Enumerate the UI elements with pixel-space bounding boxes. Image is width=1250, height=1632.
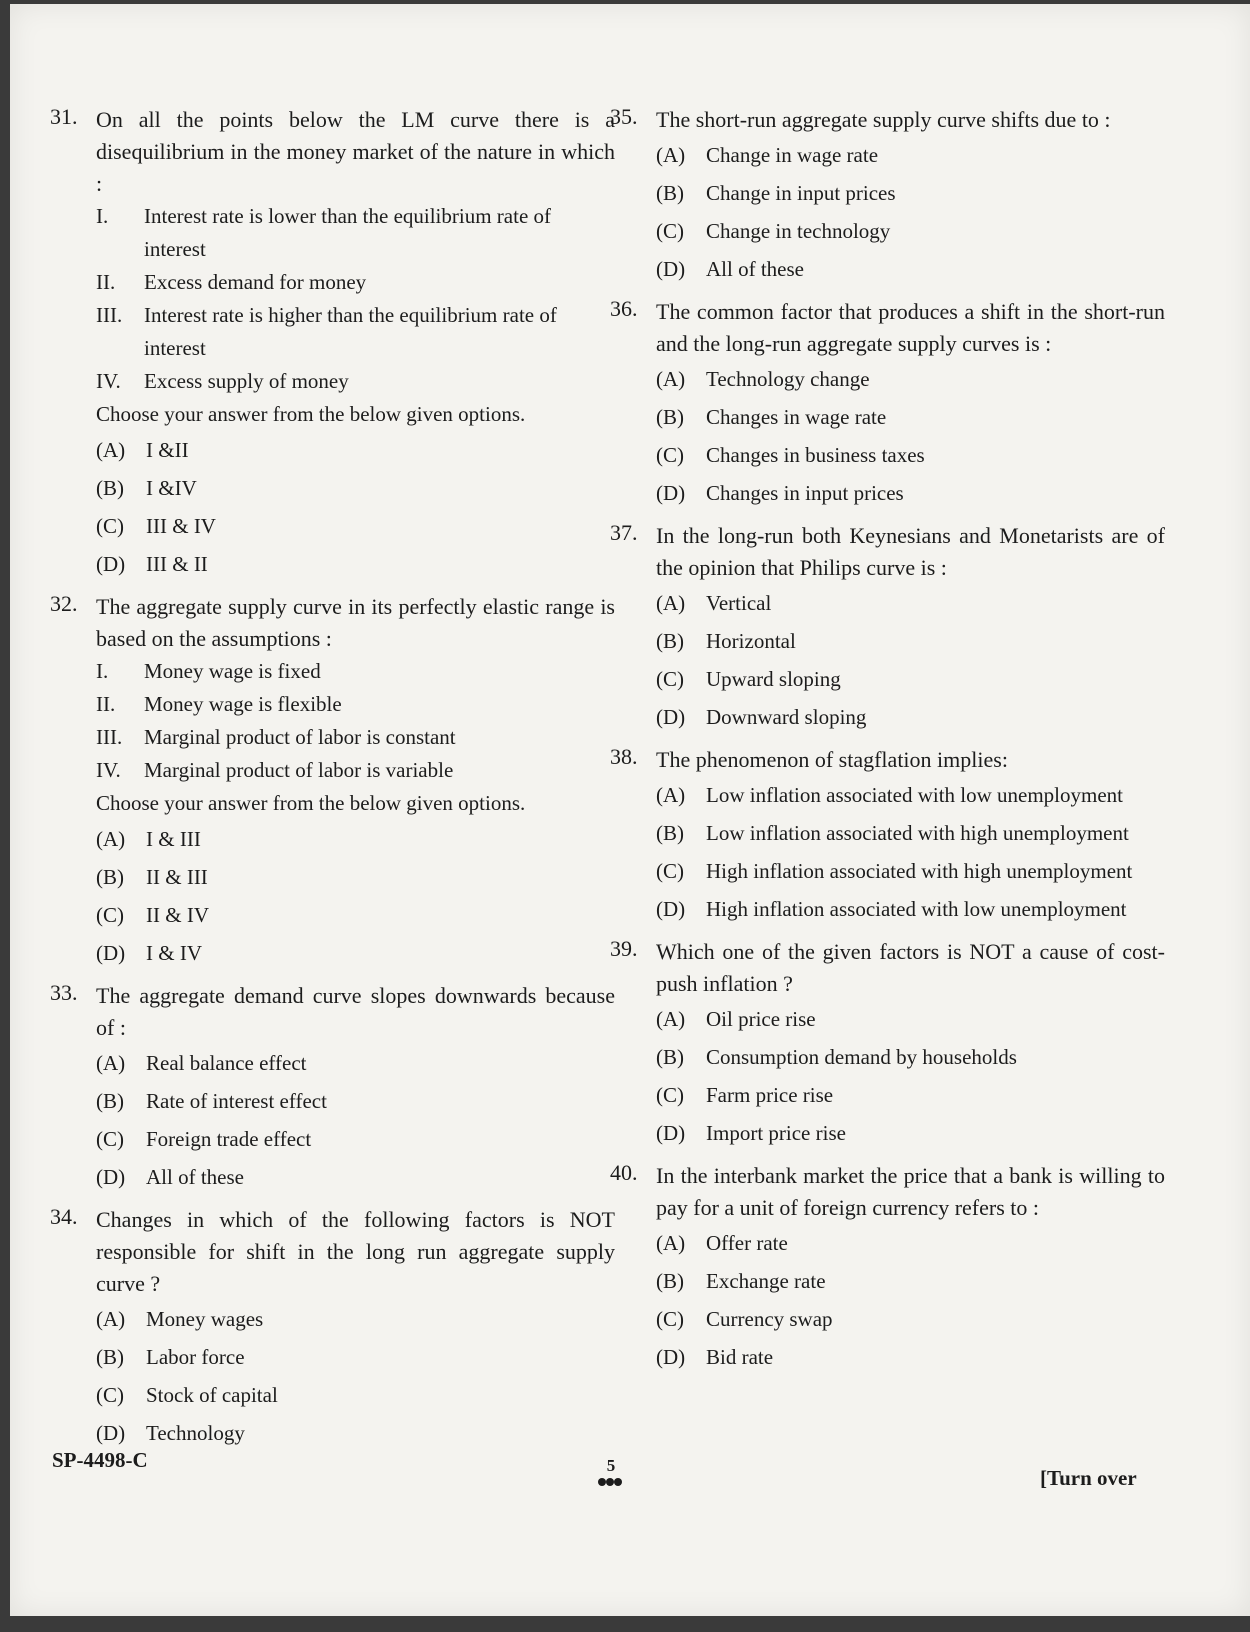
turn-over-note: [Turn over: [1040, 1466, 1137, 1490]
answer-option: [656, 660, 1165, 698]
answer-option: [96, 507, 615, 545]
question-40: [610, 1160, 1165, 1376]
statement-id: I.: [96, 204, 109, 228]
option-letter: (A): [96, 827, 126, 851]
option-letter: (A): [96, 1051, 126, 1075]
answer-option: [656, 1224, 1165, 1262]
option-text: All of these: [146, 1165, 244, 1189]
question-text: In the long-run both Keynesians and Monetarists are of the opinion that Philips curve is :: [656, 523, 1165, 580]
option-letter: (A): [656, 1007, 686, 1031]
option-letter: (C): [656, 219, 684, 243]
question-text: Which one of the given factors is NOT a cause of cost-push inflation ?: [656, 939, 1165, 996]
question-number: 34.: [50, 1204, 78, 1229]
option-text: Foreign trade effect: [146, 1127, 312, 1151]
answer-option: [656, 1000, 1165, 1038]
page-ornament-icon: [590, 1476, 630, 1488]
answer-option: [656, 436, 1165, 474]
option-text: I &II: [146, 438, 189, 462]
answer-option: [656, 890, 1165, 928]
option-text: Consumption demand by households: [706, 1045, 1017, 1069]
left-column: [50, 104, 615, 1460]
option-text: I & IV: [146, 941, 202, 965]
statement-text: Interest rate is higher than the equilibrium rate of interest: [144, 303, 557, 360]
question-text: In the interbank market the price that a bank is willing to pay for a unit of foreign currency refers to :: [656, 1163, 1165, 1220]
option-text: I &IV: [146, 476, 197, 500]
answer-option: [656, 698, 1165, 736]
question-32: [50, 591, 615, 972]
option-text: Horizontal: [706, 629, 796, 653]
question-text: The aggregate supply curve in its perfectly elastic range is based on the assumptions :: [96, 594, 615, 651]
answer-option: [96, 820, 615, 858]
option-letter: (C): [96, 1383, 124, 1407]
option-letter: (A): [96, 438, 126, 462]
option-text: Oil price rise: [706, 1007, 816, 1031]
statement-text: Excess demand for money: [144, 270, 367, 294]
answer-option: [96, 469, 615, 507]
option-text: Farm price rise: [706, 1083, 834, 1107]
statement-text: Money wage is fixed: [144, 659, 321, 683]
option-text: Upward sloping: [706, 667, 841, 691]
right-column: [610, 104, 1165, 1384]
option-letter: (B): [96, 1089, 124, 1113]
option-letter: (D): [96, 552, 126, 576]
statement-text: Marginal product of labor is variable: [144, 758, 454, 782]
answer-option: [656, 1262, 1165, 1300]
answer-option: [656, 250, 1165, 288]
statement-item: [96, 200, 615, 266]
statement-item: [96, 754, 615, 787]
answer-option: [96, 1300, 615, 1338]
question-text: The phenomenon of stagflation implies:: [656, 747, 1008, 772]
option-text: Labor force: [146, 1345, 245, 1369]
statement-id: IV.: [96, 758, 121, 782]
option-letter: (A): [656, 591, 686, 615]
statement-item: [96, 299, 615, 365]
option-text: III & IV: [146, 514, 216, 538]
option-letter: (A): [656, 143, 686, 167]
option-letter: (B): [656, 821, 684, 845]
option-text: II & IV: [146, 903, 209, 927]
answer-option: [96, 1376, 615, 1414]
option-letter: (D): [656, 1121, 686, 1145]
statement-item: [96, 688, 615, 721]
answer-option: [656, 622, 1165, 660]
statement-id: II.: [96, 692, 116, 716]
option-letter: (C): [96, 903, 124, 927]
answer-option: [96, 896, 615, 934]
question-number: 37.: [610, 520, 638, 545]
option-text: II & III: [146, 865, 208, 889]
paper-code: SP-4498-C: [52, 1448, 148, 1472]
option-letter: (D): [656, 1345, 686, 1369]
option-letter: (A): [656, 367, 686, 391]
page-number: 5: [606, 1456, 616, 1475]
option-text: Exchange rate: [706, 1269, 826, 1293]
option-text: III & II: [146, 552, 208, 576]
answer-option: [96, 1414, 615, 1452]
option-text: Stock of capital: [146, 1383, 278, 1407]
choose-instruction: Choose your answer from the below given options.: [96, 791, 526, 815]
option-letter: (A): [656, 1231, 686, 1255]
statement-text: Interest rate is lower than the equilibrium rate of interest: [144, 204, 552, 261]
option-text: Downward sloping: [706, 705, 867, 729]
option-letter: (C): [96, 1127, 124, 1151]
option-text: Real balance effect: [146, 1051, 307, 1075]
question-33: [50, 980, 615, 1196]
scan-edge: [0, 1616, 1250, 1632]
option-letter: (C): [656, 1083, 684, 1107]
option-letter: (B): [96, 476, 124, 500]
statement-text: Money wage is flexible: [144, 692, 342, 716]
question-38: [610, 744, 1165, 928]
answer-option: [96, 1338, 615, 1376]
question-39: [610, 936, 1165, 1152]
option-letter: (C): [656, 1307, 684, 1331]
answer-option: [656, 212, 1165, 250]
option-letter: (B): [656, 405, 684, 429]
statement-item: [96, 655, 615, 688]
option-letter: (A): [656, 783, 686, 807]
statement-text: Marginal product of labor is constant: [144, 725, 456, 749]
answer-option: [96, 1082, 615, 1120]
question-text: The common factor that produces a shift in the short-run and the long-run aggregate supply curves is :: [656, 299, 1165, 356]
option-letter: (C): [656, 443, 684, 467]
statement-item: [96, 721, 615, 754]
option-letter: (C): [656, 667, 684, 691]
option-text: Rate of interest effect: [146, 1089, 327, 1113]
exam-page: [10, 4, 1250, 1616]
option-letter: (B): [656, 1269, 684, 1293]
answer-option: [656, 1300, 1165, 1338]
option-text: Technology: [146, 1421, 245, 1445]
statement-id: III.: [96, 725, 123, 749]
option-text: Changes in business taxes: [706, 443, 925, 467]
question-37: [610, 520, 1165, 736]
option-letter: (D): [96, 1165, 126, 1189]
option-letter: (D): [96, 1421, 126, 1445]
question-36: [610, 296, 1165, 512]
answer-option: [656, 814, 1165, 852]
question-text: On all the points below the LM curve there is a disequilibrium in the money market of the nature in which :: [96, 107, 615, 196]
question-number: 35.: [610, 104, 638, 129]
question-number: 32.: [50, 591, 78, 616]
option-text: Vertical: [706, 591, 772, 615]
answer-option: [96, 1158, 615, 1196]
option-text: Change in input prices: [706, 181, 896, 205]
option-text: Technology change: [706, 367, 870, 391]
option-letter: (B): [656, 1045, 684, 1069]
answer-option: [656, 1114, 1165, 1152]
answer-option: [656, 1038, 1165, 1076]
answer-option: [656, 776, 1165, 814]
option-text: Changes in input prices: [706, 481, 904, 505]
option-text: All of these: [706, 257, 804, 281]
option-text: Currency swap: [706, 1307, 833, 1331]
option-text: Import price rise: [706, 1121, 846, 1145]
question-number: 33.: [50, 980, 78, 1005]
answer-option: [96, 431, 615, 469]
question-31: [50, 104, 615, 583]
answer-option: [656, 584, 1165, 622]
question-34: [50, 1204, 615, 1452]
answer-option: [656, 474, 1165, 512]
answer-option: [656, 360, 1165, 398]
answer-option: [656, 852, 1165, 890]
statement-text: Excess supply of money: [144, 369, 349, 393]
option-letter: (C): [656, 859, 684, 883]
answer-option: [96, 934, 615, 972]
question-number: 38.: [610, 744, 638, 769]
answer-option: [96, 1044, 615, 1082]
question-number: 40.: [610, 1160, 638, 1185]
question-text: Changes in which of the following factors is NOT responsible for shift in the long run aggregate supply curve ?: [96, 1207, 615, 1296]
statement-id: III.: [96, 303, 123, 327]
question-number: 36.: [610, 296, 638, 321]
option-text: Low inflation associated with high unemployment: [706, 821, 1129, 845]
option-letter: (D): [96, 941, 126, 965]
option-text: I & III: [146, 827, 201, 851]
answer-option: [96, 545, 615, 583]
option-text: High inflation associated with high unemployment: [706, 859, 1133, 883]
option-text: Change in wage rate: [706, 143, 879, 167]
question-number: 39.: [610, 936, 638, 961]
choose-instruction: Choose your answer from the below given options.: [96, 402, 526, 426]
option-text: Change in technology: [706, 219, 891, 243]
question-35: [610, 104, 1165, 288]
statement-id: I.: [96, 659, 109, 683]
option-letter: (B): [656, 629, 684, 653]
option-text: Changes in wage rate: [706, 405, 887, 429]
option-text: Bid rate: [706, 1345, 774, 1369]
answer-option: [656, 398, 1165, 436]
answer-option: [656, 174, 1165, 212]
statement-id: II.: [96, 270, 116, 294]
statement-item: [96, 365, 615, 398]
option-letter: (B): [656, 181, 684, 205]
option-letter: (C): [96, 514, 124, 538]
question-number: 31.: [50, 104, 78, 129]
option-letter: (D): [656, 897, 686, 921]
option-letter: (A): [96, 1307, 126, 1331]
answer-option: [656, 1076, 1165, 1114]
option-letter: (D): [656, 257, 686, 281]
option-letter: (D): [656, 481, 686, 505]
option-text: High inflation associated with low unemployment: [706, 897, 1127, 921]
statement-id: IV.: [96, 369, 121, 393]
option-letter: (B): [96, 1345, 124, 1369]
statement-item: [96, 266, 615, 299]
answer-option: [96, 1120, 615, 1158]
option-text: Low inflation associated with low unemployment: [706, 783, 1124, 807]
answer-option: [96, 858, 615, 896]
question-text: The short-run aggregate supply curve shifts due to :: [656, 107, 1111, 132]
option-text: Money wages: [146, 1307, 264, 1331]
answer-option: [656, 136, 1165, 174]
option-text: Offer rate: [706, 1231, 788, 1255]
question-text: The aggregate demand curve slopes downwards because of :: [96, 983, 615, 1040]
option-letter: (D): [656, 705, 686, 729]
answer-option: [656, 1338, 1165, 1376]
option-letter: (B): [96, 865, 124, 889]
